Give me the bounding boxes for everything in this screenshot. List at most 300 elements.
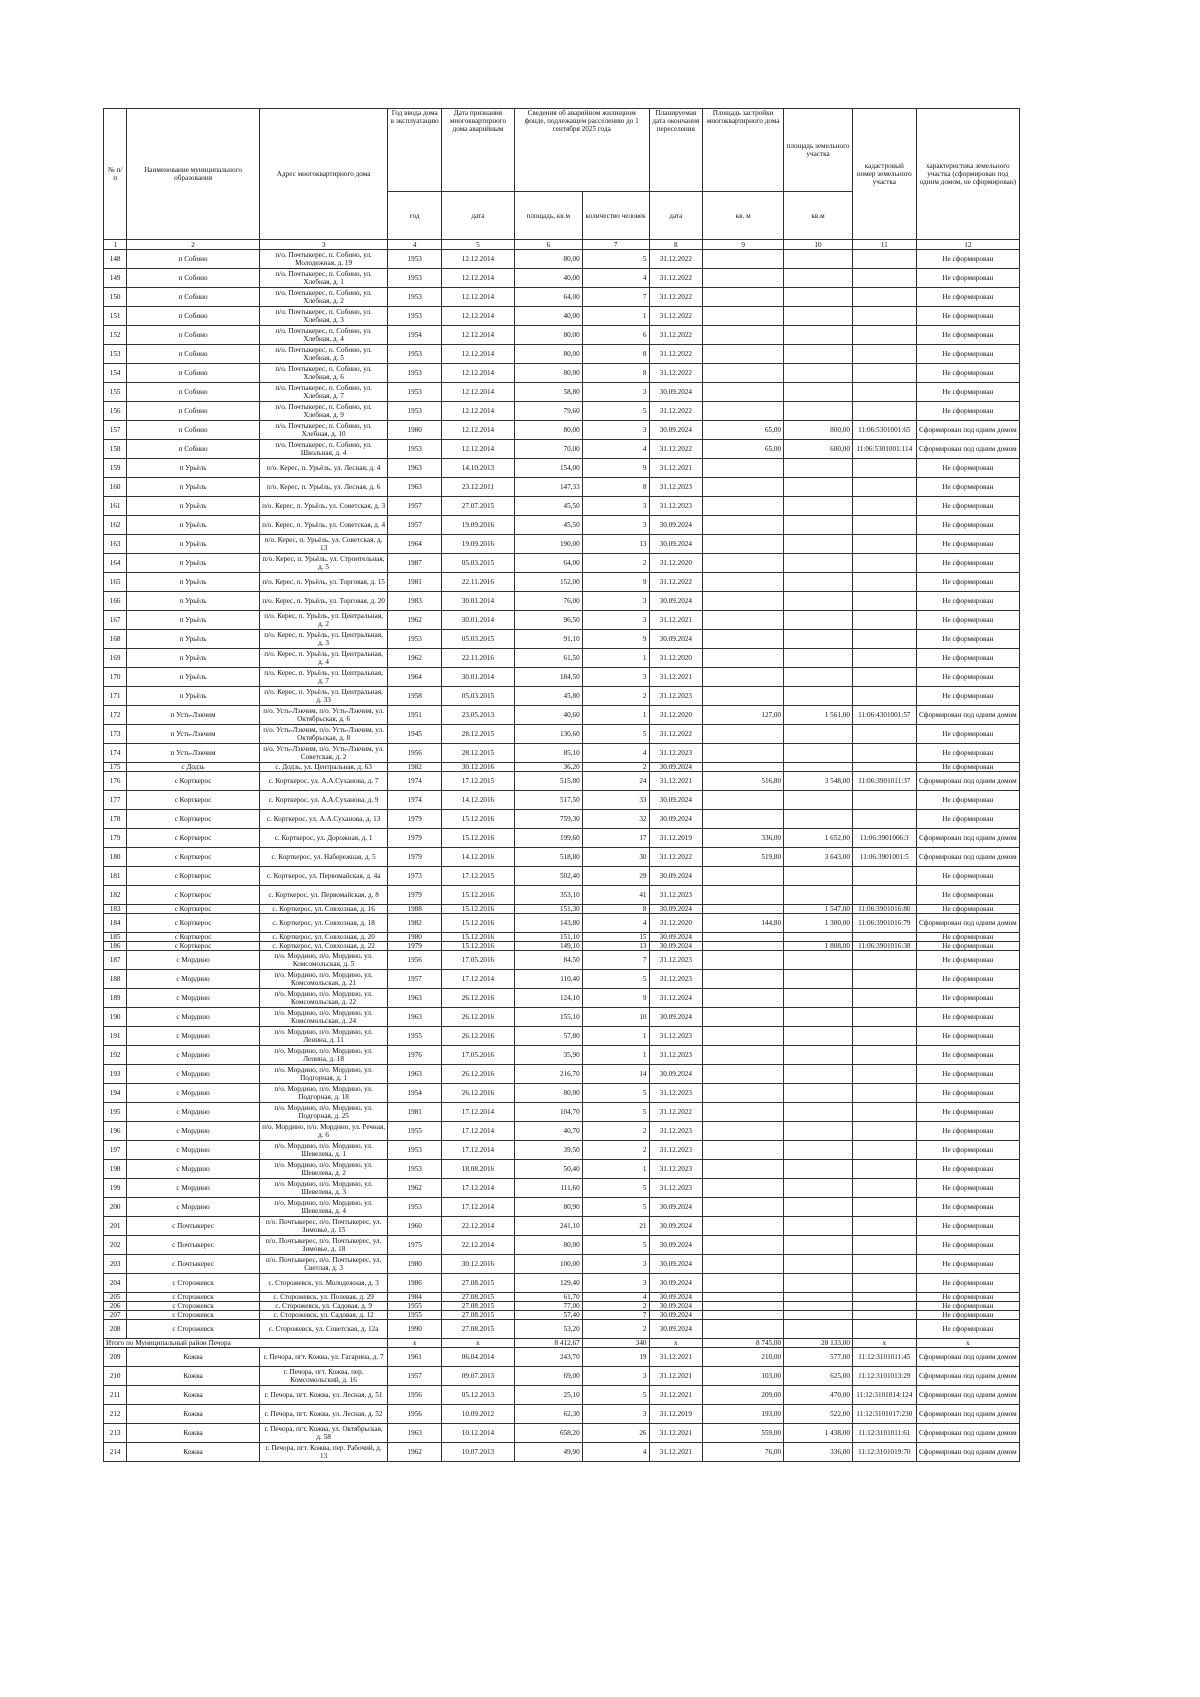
people-cell: 2 (582, 1320, 649, 1339)
people-cell: 1 (582, 1046, 649, 1065)
land-characteristic-cell: Не сформирован (916, 970, 1019, 989)
area-cell: 147,33 (514, 478, 582, 497)
land-area-cell (784, 516, 853, 535)
year-cell: 1974 (388, 772, 442, 791)
emergency-date-cell: 14.10.2013 (442, 459, 515, 478)
cadastral-number-cell (852, 1198, 916, 1217)
cadastral-number-cell (852, 478, 916, 497)
planned-date-cell: 31.12.2021 (649, 668, 703, 687)
land-area-cell (784, 744, 853, 763)
planned-date-cell: 30.09.2024 (649, 763, 703, 772)
table-row (104, 1065, 1020, 1084)
area-cell: 79,60 (514, 402, 582, 421)
area-cell: 45,50 (514, 497, 582, 516)
emergency-date-cell: 19.09.2016 (442, 535, 515, 554)
year-cell: 1990 (388, 1320, 442, 1339)
municipality-cell: с Корткерос (127, 791, 260, 810)
building-area-cell (703, 649, 784, 668)
emergency-date-cell: 15.12.2016 (442, 829, 515, 848)
emergency-date-cell: 18.08.2016 (442, 1160, 515, 1179)
cadastral-number-cell (852, 725, 916, 744)
building-area-cell: 103,00 (703, 1367, 784, 1386)
year-cell: 1974 (388, 791, 442, 810)
building-area-cell (703, 1320, 784, 1339)
planned-date-cell: 31.12.2022 (649, 307, 703, 326)
municipality-cell: Кожва (127, 1348, 260, 1367)
emergency-date-cell: 10.12.2014 (442, 1424, 515, 1443)
area-cell: 96,50 (514, 611, 582, 630)
emergency-date-cell: 09.07.2013 (442, 1367, 515, 1386)
row-number-cell: 184 (104, 914, 127, 933)
land-characteristic-cell: Не сформирован (916, 326, 1019, 345)
cadastral-number-cell (852, 1160, 916, 1179)
row-number-cell: 182 (104, 886, 127, 905)
total-land-characteristic-cell: х (916, 1339, 1019, 1348)
year-cell: 1981 (388, 573, 442, 592)
year-cell: 1955 (388, 1122, 442, 1141)
cadastral-number-cell (852, 269, 916, 288)
row-number-cell: 186 (104, 942, 127, 951)
emergency-date-cell: 17.12.2015 (442, 772, 515, 791)
table-row (104, 1405, 1020, 1424)
planned-date-cell: 31.12.2020 (649, 706, 703, 725)
total-people-cell: 340 (582, 1339, 649, 1348)
table-row (104, 269, 1020, 288)
building-area-cell (703, 269, 784, 288)
planned-date-cell: 31.12.2021 (649, 1386, 703, 1405)
row-number-cell: 176 (104, 772, 127, 791)
address-cell: п/о. Почтыкерес, п/о. Почтыкерес, ул. Зимовье, д. 15 (259, 1217, 388, 1236)
table-row (104, 772, 1020, 791)
people-cell: 1 (582, 706, 649, 725)
table-row (104, 1179, 1020, 1198)
emergency-date-cell: 30.12.2016 (442, 1255, 515, 1274)
row-number-cell: 150 (104, 288, 127, 307)
header-emergency-fund: Сведения об аварийном жилищном фонде, подлежащем расселению до 1 сентября 2025 года (514, 109, 649, 192)
address-cell: с. Корткерос, ул. Дорожная, д. 1 (259, 829, 388, 848)
row-number-cell: 209 (104, 1348, 127, 1367)
land-characteristic-cell: Не сформирован (916, 951, 1019, 970)
land-area-cell: 470,00 (784, 1386, 853, 1405)
municipality-cell: п Усть-Лэкчим (127, 744, 260, 763)
people-cell: 9 (582, 459, 649, 478)
area-cell: 64,00 (514, 554, 582, 573)
table-row (104, 933, 1020, 942)
land-area-cell (784, 478, 853, 497)
municipality-cell: Кожва (127, 1443, 260, 1462)
address-cell: п/о. Усть-Лэкчим, п/о. Усть-Лэкчим, ул. Октябрьская, д. 8 (259, 725, 388, 744)
planned-date-cell: 31.12.2023 (649, 1046, 703, 1065)
emergency-date-cell: 15.12.2016 (442, 886, 515, 905)
area-cell: 70,00 (514, 440, 582, 459)
building-area-cell (703, 744, 784, 763)
area-cell: 353,10 (514, 886, 582, 905)
year-cell: 1987 (388, 554, 442, 573)
land-characteristic-cell: Сформирован под одним домом (916, 1386, 1019, 1405)
land-area-cell (784, 250, 853, 269)
municipality-cell: п Урьёль (127, 459, 260, 478)
people-cell: 4 (582, 440, 649, 459)
year-cell: 1973 (388, 867, 442, 886)
planned-date-cell: 30.09.2024 (649, 1302, 703, 1311)
address-cell: п/о. Усть-Лэкчим, п/о. Усть-Лэкчим, ул. Октябрьская, д. 6 (259, 706, 388, 725)
cadastral-number-cell: 11:06:5301001:114 (852, 440, 916, 459)
area-cell: 152,00 (514, 573, 582, 592)
address-cell: п/о. Керес, п. Урьёль, ул. Лесная, д. 6 (259, 478, 388, 497)
row-number-cell: 195 (104, 1103, 127, 1122)
people-cell: 3 (582, 497, 649, 516)
planned-date-cell: 31.12.2022 (649, 848, 703, 867)
cadastral-number-cell (852, 668, 916, 687)
table-row (104, 1424, 1020, 1443)
municipality-cell: п Собино (127, 269, 260, 288)
land-area-cell: 577,00 (784, 1348, 853, 1367)
cadastral-number-cell (852, 970, 916, 989)
total-planned-date-cell: х (649, 1339, 703, 1348)
table-row (104, 706, 1020, 725)
year-cell: 1953 (388, 1160, 442, 1179)
area-cell: 45,80 (514, 687, 582, 706)
emergency-date-cell: 05.03.2015 (442, 554, 515, 573)
emergency-date-cell: 27.07.2015 (442, 497, 515, 516)
total-year-cell: х (388, 1339, 442, 1348)
table-row (104, 1443, 1020, 1462)
land-area-cell: 3 643,00 (784, 848, 853, 867)
people-cell: 3 (582, 592, 649, 611)
cadastral-number-cell: 11:06:3901016:38 (852, 942, 916, 951)
building-area-cell (703, 1046, 784, 1065)
address-cell: п/о. Почтыкерес, п/о. Почтыкерес, ул. Светлая, д. 3 (259, 1255, 388, 1274)
table-row (104, 326, 1020, 345)
table-row (104, 516, 1020, 535)
address-cell: п/о. Почтыкерес, п. Собино, ул. Молодежная, д. 19 (259, 250, 388, 269)
cadastral-number-cell (852, 933, 916, 942)
building-area-cell (703, 1236, 784, 1255)
land-area-cell (784, 554, 853, 573)
land-characteristic-cell: Не сформирован (916, 1179, 1019, 1198)
municipality-cell: с Мордино (127, 989, 260, 1008)
municipality-cell: п Урьёль (127, 649, 260, 668)
total-cadastral-number-cell: х (852, 1339, 916, 1348)
planned-date-cell: 31.12.2022 (649, 440, 703, 459)
row-number-cell: 163 (104, 535, 127, 554)
year-cell: 1984 (388, 1293, 442, 1302)
emergency-date-cell: 12.12.2014 (442, 421, 515, 440)
emergency-date-cell: 12.12.2014 (442, 269, 515, 288)
building-area-cell: 144,80 (703, 914, 784, 933)
people-cell: 2 (582, 554, 649, 573)
address-cell: с. Корткерос, ул. А.А.Суханова, д. 9 (259, 791, 388, 810)
land-characteristic-cell: Не сформирован (916, 573, 1019, 592)
emergency-date-cell: 17.05.2016 (442, 951, 515, 970)
building-area-cell (703, 1160, 784, 1179)
cadastral-number-cell (852, 1236, 916, 1255)
land-characteristic-cell: Не сформирован (916, 307, 1019, 326)
municipality-cell: с Мордино (127, 1179, 260, 1198)
subheader-area: площадь, кв.м (514, 192, 582, 240)
year-cell: 1979 (388, 886, 442, 905)
address-cell: п/о. Почтыкерес, п. Собино, ул. Хлебная, д. 5 (259, 345, 388, 364)
building-area-cell: 193,00 (703, 1405, 784, 1424)
table-row (104, 905, 1020, 914)
address-cell: п/о. Почтыкерес, п. Собино, ул. Хлебная, д. 10 (259, 421, 388, 440)
area-cell: 58,80 (514, 383, 582, 402)
people-cell: 2 (582, 763, 649, 772)
header-land-area: площадь земельного участка (784, 109, 853, 192)
emergency-date-cell: 28.12.2015 (442, 725, 515, 744)
table-row (104, 573, 1020, 592)
building-area-cell (703, 668, 784, 687)
land-area-cell (784, 1141, 853, 1160)
land-characteristic-cell: Не сформирован (916, 611, 1019, 630)
address-cell: с. Корткерос, ул. Совхозная, д. 16 (259, 905, 388, 914)
row-number-cell: 194 (104, 1084, 127, 1103)
land-area-cell (784, 630, 853, 649)
cadastral-number-cell: 11:06:3901001:5 (852, 848, 916, 867)
land-characteristic-cell: Не сформирован (916, 763, 1019, 772)
planned-date-cell: 30.09.2024 (649, 535, 703, 554)
land-area-cell (784, 345, 853, 364)
planned-date-cell: 31.12.2019 (649, 829, 703, 848)
cadastral-number-cell: 11:06:5301001:65 (852, 421, 916, 440)
row-number-cell: 159 (104, 459, 127, 478)
cadastral-number-cell: 11:06:3901011:37 (852, 772, 916, 791)
row-number-cell: 169 (104, 649, 127, 668)
building-area-cell (703, 611, 784, 630)
planned-date-cell: 31.12.2023 (649, 1027, 703, 1046)
year-cell: 1988 (388, 905, 442, 914)
land-characteristic-cell: Не сформирован (916, 1320, 1019, 1339)
area-cell: 80,00 (514, 421, 582, 440)
people-cell: 4 (582, 744, 649, 763)
address-cell: п/о. Керес, п. Урьёль, ул. Торговая, д. 15 (259, 573, 388, 592)
row-number-cell: 168 (104, 630, 127, 649)
land-area-cell (784, 1046, 853, 1065)
land-characteristic-cell: Сформирован под одним домом (916, 1443, 1019, 1462)
emergency-date-cell: 26.12.2016 (442, 1084, 515, 1103)
cadastral-number-cell (852, 1141, 916, 1160)
row-number-cell: 191 (104, 1027, 127, 1046)
land-area-cell (784, 725, 853, 744)
planned-date-cell: 31.12.2022 (649, 326, 703, 345)
address-cell: с. Сторожевск, ул. Полевая, д. 29 (259, 1293, 388, 1302)
planned-date-cell: 31.12.2023 (649, 497, 703, 516)
planned-date-cell: 31.12.2023 (649, 951, 703, 970)
address-cell: с. Корткерос, ул. Совхозная, д. 18 (259, 914, 388, 933)
building-area-cell (703, 1255, 784, 1274)
land-characteristic-cell: Не сформирован (916, 1255, 1019, 1274)
emergency-date-cell: 17.05.2016 (442, 1046, 515, 1065)
municipality-cell: Кожва (127, 1386, 260, 1405)
people-cell: 7 (582, 288, 649, 307)
emergency-date-cell: 28.12.2015 (442, 744, 515, 763)
building-area-cell (703, 989, 784, 1008)
year-cell: 1955 (388, 1302, 442, 1311)
row-number-cell: 173 (104, 725, 127, 744)
planned-date-cell: 30.09.2024 (649, 421, 703, 440)
row-number-cell: 165 (104, 573, 127, 592)
land-characteristic-cell: Не сформирован (916, 1293, 1019, 1302)
municipality-cell: п Собино (127, 307, 260, 326)
people-cell: 3 (582, 1367, 649, 1386)
land-area-cell (784, 933, 853, 942)
planned-date-cell: 30.09.2024 (649, 905, 703, 914)
planned-date-cell: 31.12.2023 (649, 687, 703, 706)
municipality-cell: п Усть-Лэкчим (127, 725, 260, 744)
planned-date-cell: 31.12.2022 (649, 1103, 703, 1122)
people-cell: 4 (582, 914, 649, 933)
subheader-date: дата (442, 192, 515, 240)
table-row (104, 668, 1020, 687)
land-area-cell (784, 1320, 853, 1339)
municipality-cell: п Урьёль (127, 592, 260, 611)
emergency-date-cell: 14.12.2016 (442, 848, 515, 867)
building-area-cell (703, 535, 784, 554)
people-cell: 2 (582, 687, 649, 706)
area-cell: 149,10 (514, 942, 582, 951)
year-cell: 1975 (388, 1236, 442, 1255)
cadastral-number-cell (852, 573, 916, 592)
land-characteristic-cell: Не сформирован (916, 1302, 1019, 1311)
land-characteristic-cell: Не сформирован (916, 744, 1019, 763)
building-area-cell (703, 1122, 784, 1141)
row-number-cell: 167 (104, 611, 127, 630)
land-characteristic-cell: Не сформирован (916, 905, 1019, 914)
year-cell: 1955 (388, 1027, 442, 1046)
building-area-cell: 76,00 (703, 1443, 784, 1462)
address-cell: п/о. Мордино, п/о. Мордино, ул. Ленина, д. 11 (259, 1027, 388, 1046)
municipality-cell: с Корткерос (127, 933, 260, 942)
area-cell: 84,50 (514, 951, 582, 970)
table-row (104, 345, 1020, 364)
municipality-cell: п Урьёль (127, 516, 260, 535)
building-area-cell (703, 1179, 784, 1198)
planned-date-cell: 31.12.2023 (649, 478, 703, 497)
people-cell: 5 (582, 970, 649, 989)
year-cell: 1953 (388, 345, 442, 364)
emergency-date-cell: 12.12.2014 (442, 402, 515, 421)
subheader-planned-date: дата (649, 192, 703, 240)
land-characteristic-cell: Не сформирован (916, 459, 1019, 478)
total-emergency-date-cell: х (442, 1339, 515, 1348)
cadastral-number-cell: 11:06:3901016:80 (852, 905, 916, 914)
planned-date-cell: 31.12.2021 (649, 611, 703, 630)
row-number-cell: 149 (104, 269, 127, 288)
address-cell: п/о. Мордино, п/о. Мордино, ул. Комсомольская, д. 22 (259, 989, 388, 1008)
address-cell: п/о. Усть-Лэкчим, п/о. Усть-Лэкчим, ул. Советская, д. 2 (259, 744, 388, 763)
year-cell: 1953 (388, 288, 442, 307)
year-cell: 1963 (388, 989, 442, 1008)
year-cell: 1964 (388, 668, 442, 687)
cadastral-number-cell (852, 791, 916, 810)
building-area-cell (703, 763, 784, 772)
address-cell: п/о. Почтыкерес, п/о. Почтыкерес, ул. Зимовье, д. 18 (259, 1236, 388, 1255)
people-cell: 14 (582, 1065, 649, 1084)
municipality-cell: п Собино (127, 440, 260, 459)
total-row (104, 1339, 1020, 1348)
cadastral-number-cell (852, 989, 916, 1008)
year-cell: 1961 (388, 1348, 442, 1367)
table-row (104, 1236, 1020, 1255)
table-row (104, 592, 1020, 611)
building-area-cell (703, 1027, 784, 1046)
people-cell: 17 (582, 829, 649, 848)
emergency-date-cell: 10.09.2012 (442, 1405, 515, 1424)
row-number-cell: 153 (104, 345, 127, 364)
planned-date-cell: 31.12.2021 (649, 1424, 703, 1443)
address-cell: с. Сторожевск, ул. Советская, д. 12а (259, 1320, 388, 1339)
people-cell: 3 (582, 1274, 649, 1293)
header-emergency-date: Дата признания многоквартирного дома аварийным (442, 109, 515, 192)
table-row (104, 459, 1020, 478)
year-cell: 1956 (388, 744, 442, 763)
cadastral-number-cell (852, 250, 916, 269)
address-cell: с. Корткерос, ул. А.А.Суханова, д. 7 (259, 772, 388, 791)
cadastral-number-cell (852, 1084, 916, 1103)
land-characteristic-cell: Не сформирован (916, 364, 1019, 383)
table-row (104, 307, 1020, 326)
building-area-cell (703, 497, 784, 516)
building-area-cell (703, 1103, 784, 1122)
year-cell: 1957 (388, 970, 442, 989)
area-cell: 61,70 (514, 1293, 582, 1302)
cadastral-number-cell (852, 687, 916, 706)
table-row (104, 791, 1020, 810)
cadastral-number-cell (852, 383, 916, 402)
municipality-cell: с Сторожевск (127, 1302, 260, 1311)
area-cell: 80,00 (514, 250, 582, 269)
cadastral-number-cell (852, 1255, 916, 1274)
table-row (104, 1141, 1020, 1160)
year-cell: 1980 (388, 933, 442, 942)
cadastral-number-cell: 11:06:4301001:57 (852, 706, 916, 725)
header-building-area: Площадь застройки многоквартирного дома (703, 109, 784, 192)
land-characteristic-cell: Сформирован под одним домом (916, 1405, 1019, 1424)
planned-date-cell: 31.12.2022 (649, 288, 703, 307)
area-cell: 64,00 (514, 288, 582, 307)
building-area-cell (703, 1198, 784, 1217)
emergency-date-cell: 17.12.2014 (442, 970, 515, 989)
total-label: Итого по Муниципальный район Печора (104, 1339, 388, 1348)
cadastral-number-cell (852, 1008, 916, 1027)
planned-date-cell: 30.09.2024 (649, 942, 703, 951)
land-area-cell (784, 1255, 853, 1274)
cadastral-number-cell (852, 630, 916, 649)
row-number-cell: 174 (104, 744, 127, 763)
people-cell: 1 (582, 649, 649, 668)
address-cell: г. Печора, пгт. Кожва, ул. Октябрьская, д. 58 (259, 1424, 388, 1443)
land-characteristic-cell: Не сформирован (916, 516, 1019, 535)
planned-date-cell: 31.12.2024 (649, 989, 703, 1008)
cadastral-number-cell (852, 611, 916, 630)
people-cell: 5 (582, 402, 649, 421)
header-address: Адрес многоквартирного дома (259, 109, 388, 240)
area-cell: 80,00 (514, 1236, 582, 1255)
table-row (104, 383, 1020, 402)
municipality-cell: с Сторожевск (127, 1320, 260, 1339)
table-row (104, 1027, 1020, 1046)
planned-date-cell: 31.12.2022 (649, 402, 703, 421)
column-number: 5 (442, 240, 515, 250)
building-area-cell: 209,00 (703, 1386, 784, 1405)
address-cell: г. Печора, пгт. Кожва, ул. Лесная, д. 52 (259, 1405, 388, 1424)
municipality-cell: с Корткерос (127, 772, 260, 791)
year-cell: 1962 (388, 1179, 442, 1198)
emergency-date-cell: 30.01.2014 (442, 592, 515, 611)
year-cell: 1953 (388, 383, 442, 402)
cadastral-number-cell (852, 326, 916, 345)
row-number-cell: 183 (104, 905, 127, 914)
